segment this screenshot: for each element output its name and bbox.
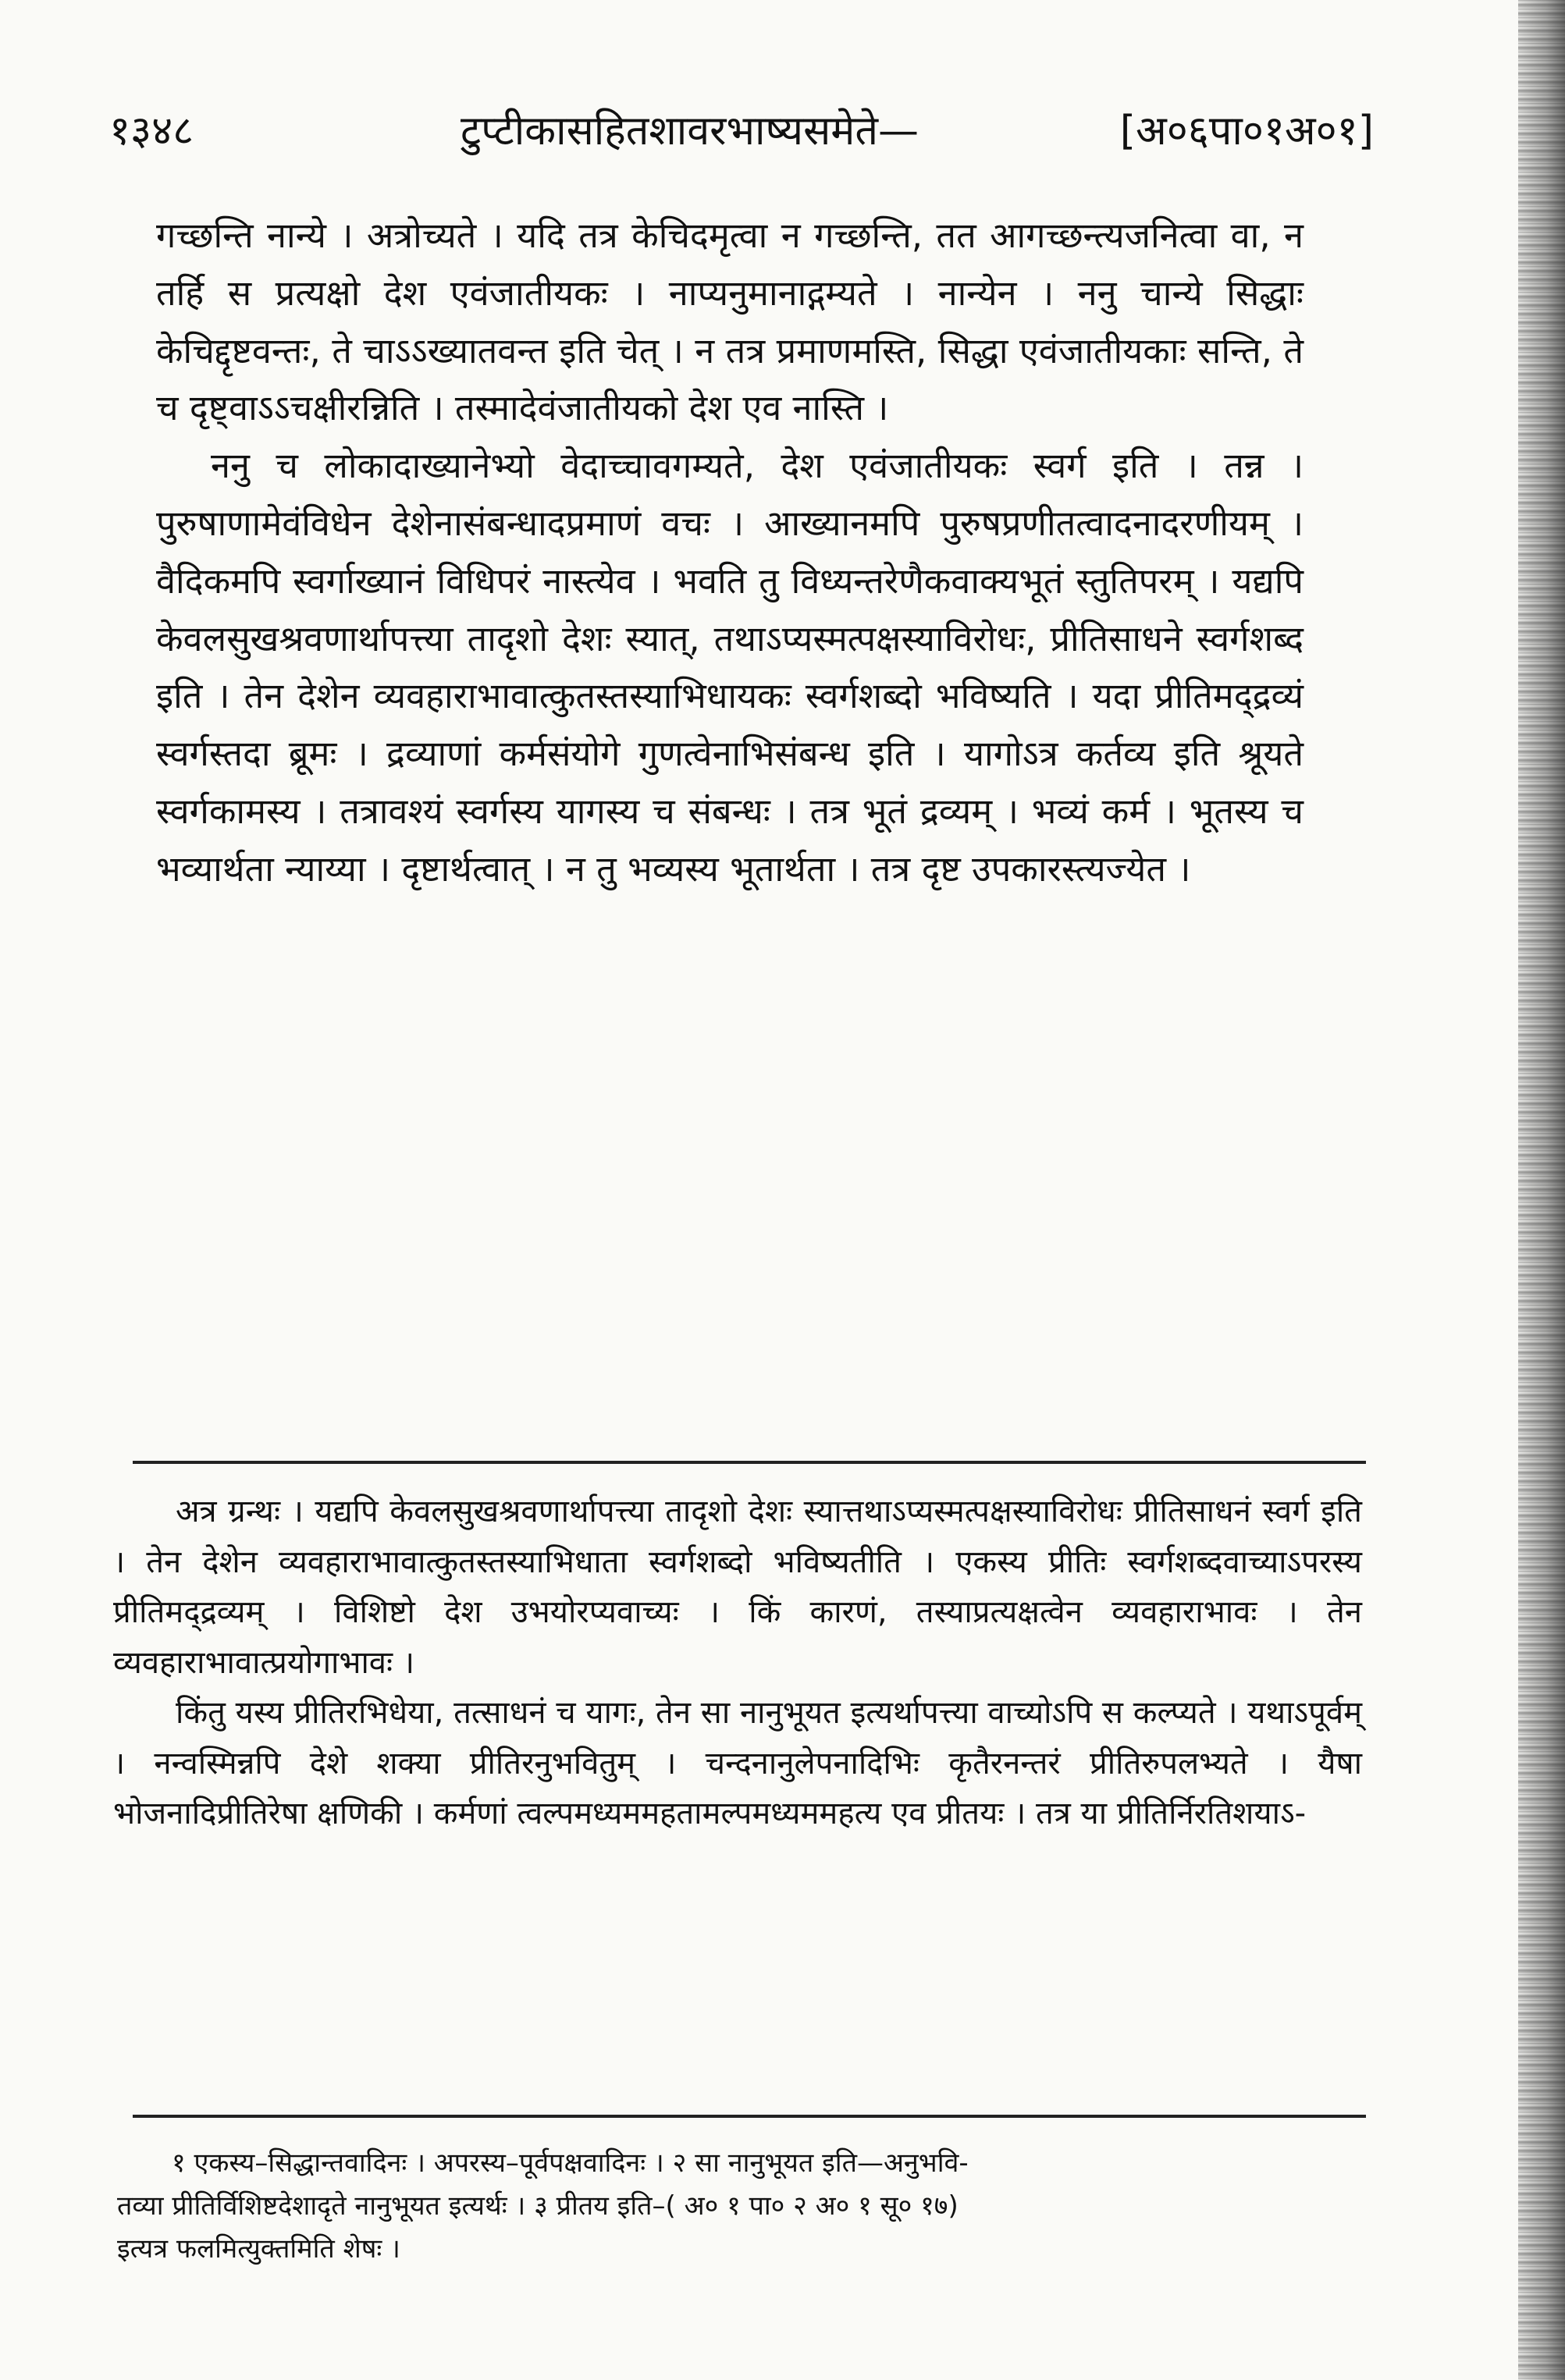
footnote-line-2: तव्या प्रीतिर्विशिष्टदेशादृते नानुभूयत इत्यर्थः । ३ प्रीतय इति–( अ० १ पा० २ अ० १ सू० १७) <box>117 2190 959 2222</box>
scan-edge-noise <box>1518 0 1565 2380</box>
footnote-line-3: इत्यत्र फलमित्युक्तमिति शेषः । <box>117 2233 400 2265</box>
main-paragraph-2: ननु च लोकादाख्यानेभ्यो वेदाच्चावगम्यते, देश एवंजातीयकः स्वर्ग इति । तन्न । पुरुषाणामेवंविधेन देशेनासंबन्धादप्रमाणं वचः । आख्यानमपि पुरुषप्रणीतत्वादनादरणीयम् । वैदिकमपि स्वर्गाख्यानं विधिपरं नास्त्येव । भवति तु विध्यन्तरेणैकवाक्यभूतं स्तुतिपरम् । यद्यपि केवलसुखश्रवणार्थापत्त्या तादृशो देशः स्यात्, तथाऽप्यस्मत्पक्षस्याविरोधः, प्रीतिसाधने स्वर्गशब्द इति । तेन देशेन व्यवहाराभावात्कुतस्तस्याभिधायकः स्वर्गशब्दो भविष्यति । यदा प्रीतिमद्द्रव्यं स्वर्गस्तदा ब्रूमः । द्रव्याणां कर्मसंयोगे गुणत्वेनाभिसंबन्ध इति । यागोऽत्र कर्तव्य इति श्रूयते स्वर्गकामस्य । तत्रावश्यं स्वर्गस्य यागस्य च संबन्धः । तत्र भूतं द्रव्यम् । भव्यं कर्म । भूतस्य च भव्यार्थता न्याय्या । दृष्टार्थत्वात् । न तु भव्यस्य भूतार्थता । तत्र दृष्ट उपकारस्त्यज्येत । <box>156 445 1304 890</box>
commentary-paragraph-1: अत्र ग्रन्थः । यद्यपि केवलसुखश्रवणार्थापत्त्या तादृशो देशः स्यात्तथाऽप्यस्मत्पक्षस्याविरोधः प्रीतिसाधनं स्वर्ग इति । तेन देशेन व्यवहाराभावात्कुतस्तस्याभिधाता स्वर्गशब्दो भविष्यतीति । एकस्य प्रीतिः स्वर्गशब्दवाच्याऽपरस्य प्रीतिमद्द्रव्यम् । विशिष्टो देश उभयोरप्यवाच्यः । किं कारणं, तस्याप्रत्यक्षत्वेन व्यवहाराभावः । तेन व्यवहाराभावात्प्रयोगाभावः । <box>113 1494 1362 1681</box>
commentary-paragraph-2: किंतु यस्य प्रीतिरभिधेया, तत्साधनं च यागः, तेन सा नानुभूयत इत्यर्थापत्त्या वाच्योऽपि स कल्प्यते । यथाऽपूर्वम् । नन्वस्मिन्नपि देशे शक्या प्रीतिरनुभवितुम् । चन्दनानुलेपनादिभिः कृतैरनन्तरं प्रीतिरुपलभ्यते । यैषा भोजनादिप्रीतिरेषा क्षणिकी । कर्मणां त्वल्पमध्यममहतामल्पमध्यममहत्य एव प्रीतयः । तत्र या प्रीतिर्निरतिशयाऽ- <box>113 1695 1362 1831</box>
commentary-block <box>113 1487 1362 1839</box>
main-text-block <box>156 207 1304 898</box>
page-header <box>109 94 1374 164</box>
main-paragraph-1: गच्छन्ति नान्ये । अत्रोच्यते । यदि तत्र केचिदमृत्वा न गच्छन्ति, तत आगच्छन्त्यजनित्वा वा, न तर्हि स प्रत्यक्षो देश एवंजातीयकः । नाप्यनुमानाद्गम्यते । नान्येन । ननु चान्ये सिद्धाः केचिद्दृष्टवन्तः, ते चाऽऽख्यातवन्त इति चेत् । न तत्र प्रमाणमस्ति, सिद्धा एवंजातीयकाः सन्ति, ते च दृष्ट्वाऽऽचक्षीरन्निति । तस्मादेवंजातीयको देश एव नास्ति । <box>156 215 1304 429</box>
section-reference: [अ०६पा०१अ०१] <box>1119 108 1374 155</box>
footnote-line-1: १ एकस्य–सिद्धान्तवादिनः । अपरस्य–पूर्वपक्षवादिनः । २ सा नानुभूयत इति—अनुभवि- <box>172 2147 969 2179</box>
divider-rule <box>133 1461 1366 1464</box>
running-title: टुप्टीकासहितशावरभाष्यसमेते— <box>461 108 919 155</box>
page-number: १३४८ <box>109 108 194 155</box>
footnotes-block <box>117 2142 1358 2271</box>
footnote-divider-rule <box>133 2115 1366 2118</box>
